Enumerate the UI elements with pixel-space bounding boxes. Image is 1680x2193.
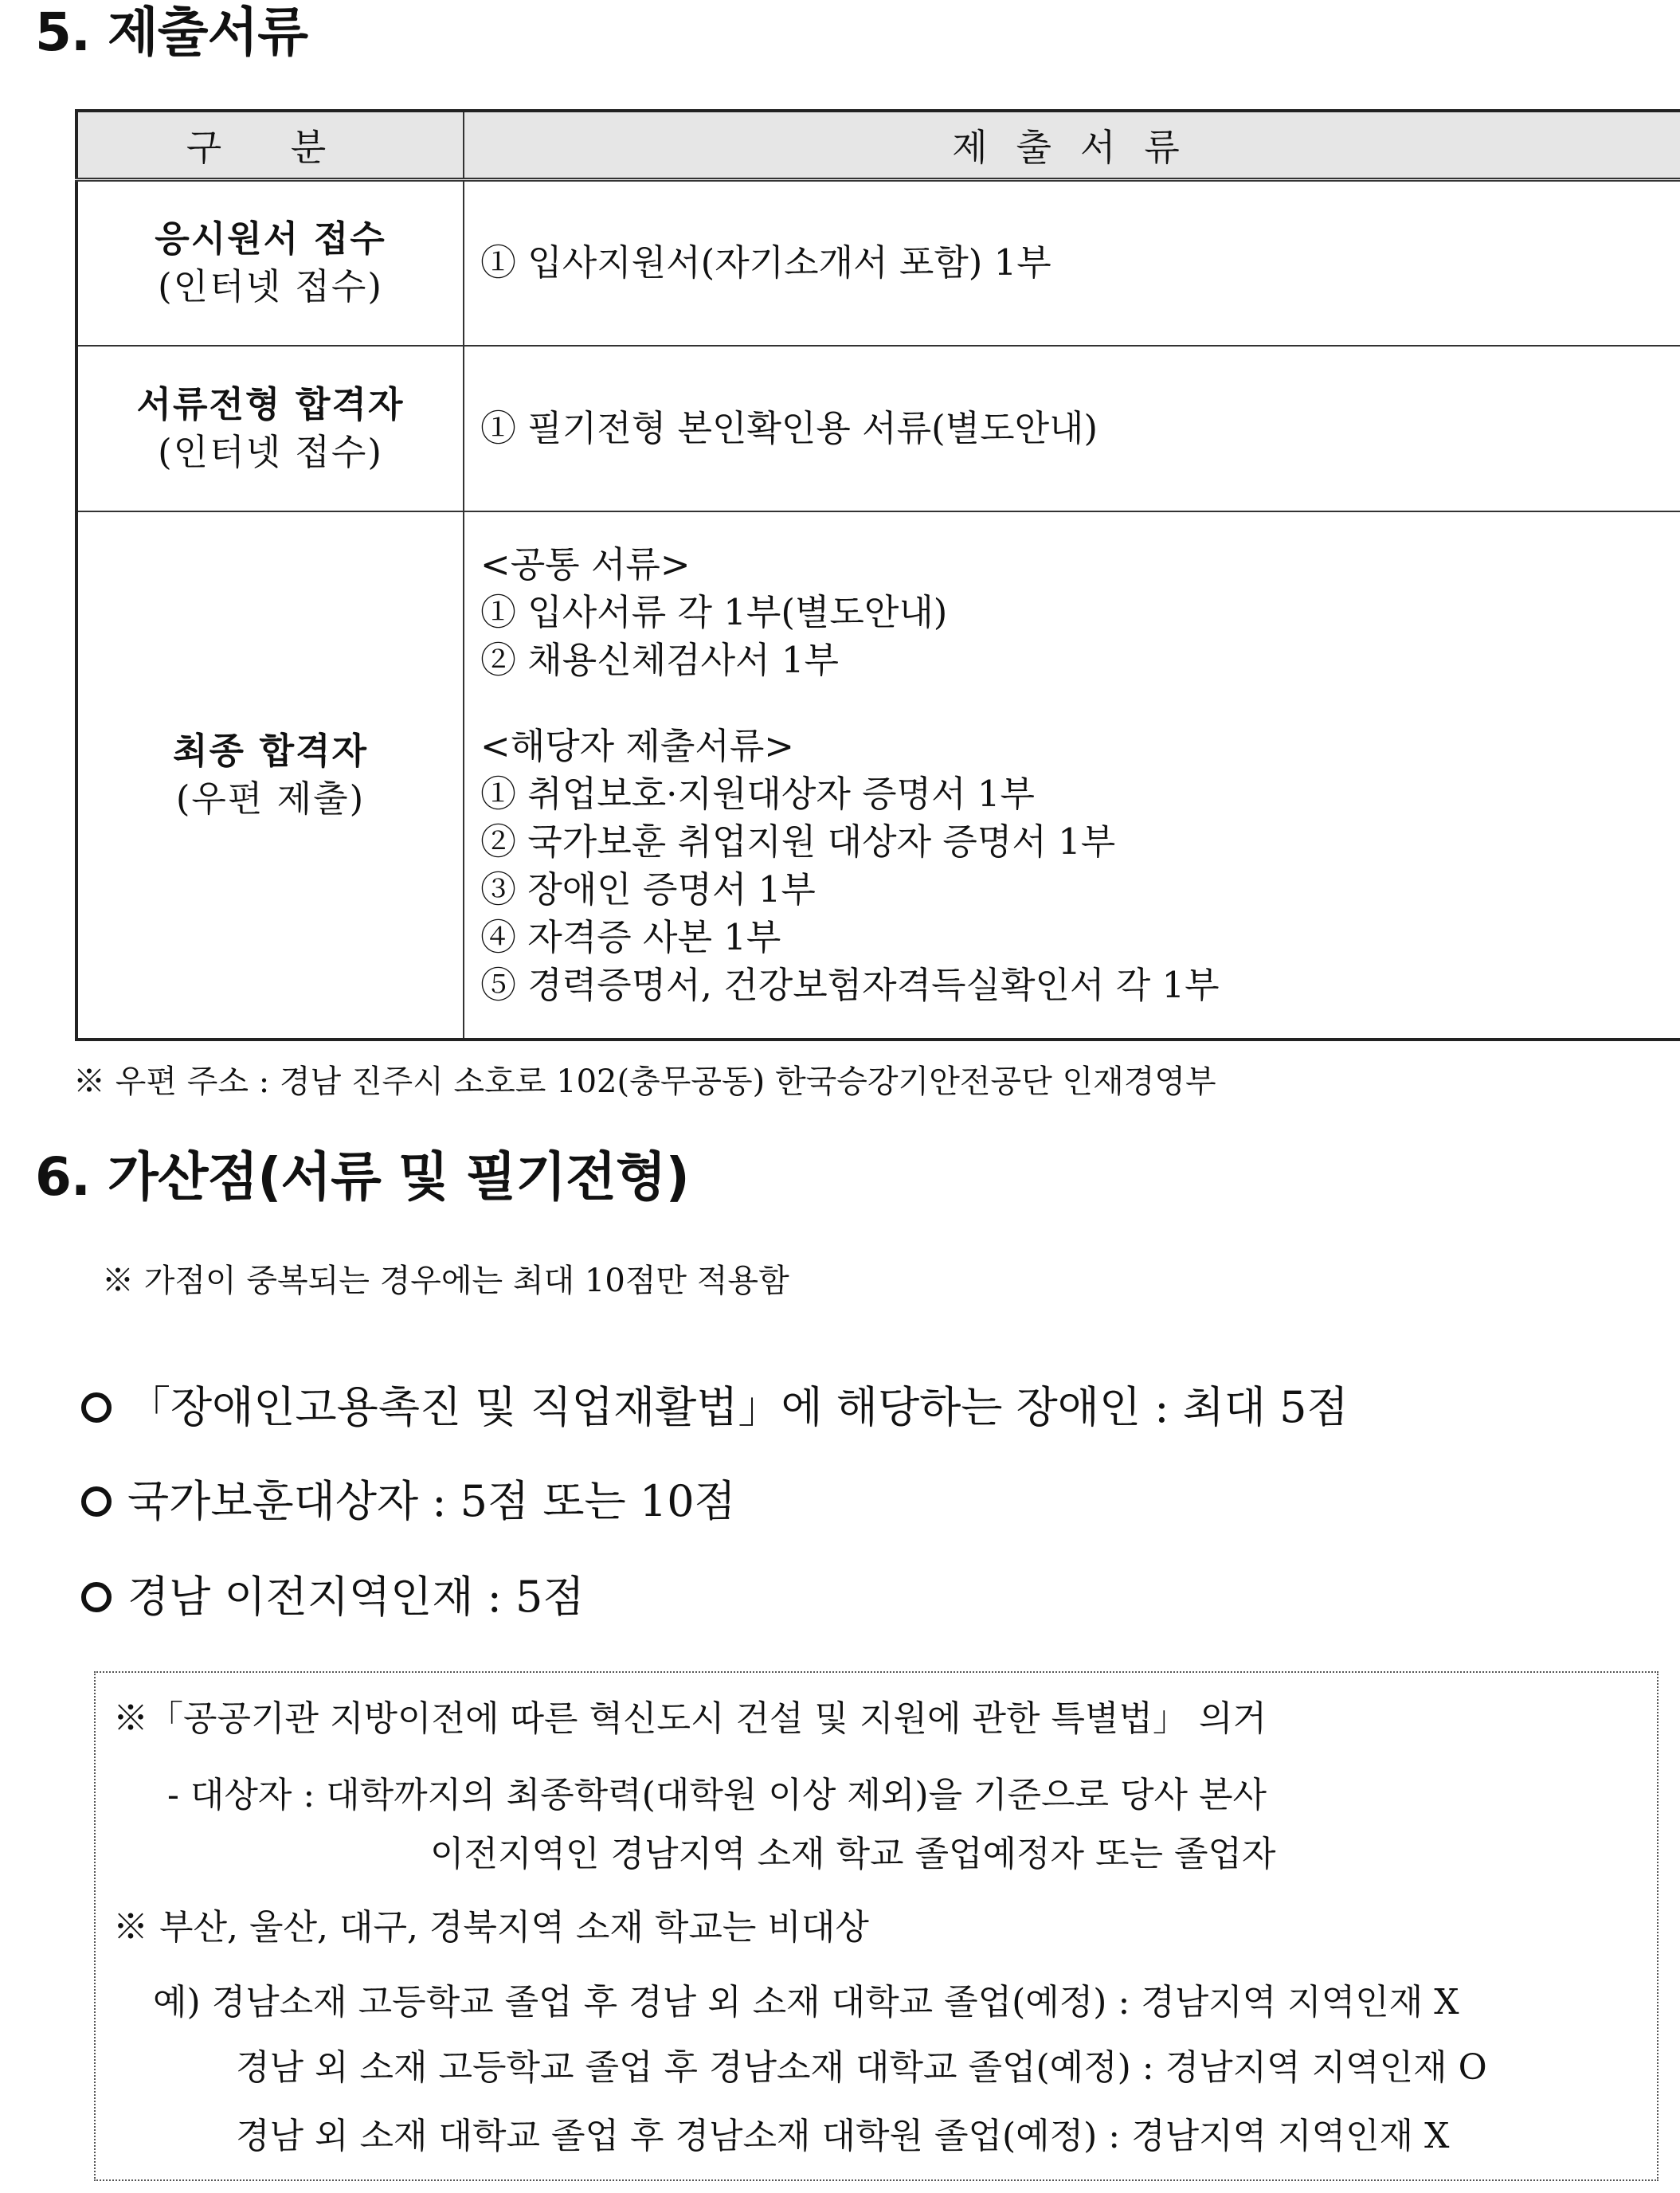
row-category	[76, 346, 464, 511]
circle-bullet-icon	[81, 1486, 112, 1517]
category-label: 서류전형 합격자	[136, 382, 405, 425]
local-talent-notice-box	[94, 1671, 1658, 2181]
row-documents	[464, 346, 1680, 511]
document-item: ③ 장애인 증명서 1부	[480, 867, 816, 910]
category-label: 응시원서 접수	[155, 217, 386, 260]
bonus-item-text: 경남 이전지역인재 : 5점	[127, 1572, 585, 1622]
row-documents	[464, 180, 1680, 346]
header-documents: 제출서류	[464, 111, 1680, 180]
spacer	[480, 684, 1680, 723]
law-reference: ※「공공기관 지방이전에 따른 혁신도시 건설 및 지원에 관한 특별법」 의거	[113, 1698, 1267, 1739]
bonus-item-text: 국가보훈대상자 : 5점 또는 10점	[127, 1476, 736, 1526]
target-criteria-line1: - 대상자 : 대학까지의 최종학력(대학원 이상 제외)을 기준으로 당사 본사	[167, 1775, 1267, 1815]
documents-table	[75, 109, 1680, 1041]
table-row	[76, 346, 1680, 511]
bonus-item-veterans	[81, 1476, 736, 1526]
row-documents	[464, 511, 1680, 1040]
bonus-item-text: 「장애인고용촉진 및 직업재활법」에 해당하는 장애인 : 최대 5점	[127, 1382, 1349, 1432]
category-sublabel: (우편 제출)	[175, 777, 366, 820]
bonus-item-local-talent	[81, 1572, 585, 1622]
header-category: 구 분	[76, 111, 464, 180]
common-docs-heading: <공통 서류>	[480, 542, 691, 585]
document-item: ① 취업보호·지원대상자 증명서 1부	[480, 772, 1035, 815]
row-category	[76, 511, 464, 1040]
document-item: ① 입사서류 각 1부(별도안내)	[480, 590, 948, 633]
specific-docs-heading: <해당자 제출서류>	[480, 724, 795, 767]
document-item: ④ 자격증 사본 1부	[480, 915, 781, 958]
circle-bullet-icon	[81, 1582, 112, 1612]
exclusion-note: ※ 부산, 울산, 대구, 경북지역 소재 학교는 비대상	[113, 1907, 869, 1948]
section-5-title: 5. 제출서류	[35, 2, 307, 63]
document-item: ⑤ 경력증명서, 건강보험자격득실확인서 각 1부	[480, 963, 1220, 1006]
category-sublabel: (인터넷 접수)	[158, 430, 383, 473]
document-item: ② 국가보훈 취업지원 대상자 증명서 1부	[480, 820, 1116, 863]
row-category	[76, 180, 464, 346]
postal-address-note: ※ 우편 주소 : 경남 진주시 소호로 102(충무공동) 한국승강기안전공단 인재경영부	[73, 1063, 1216, 1100]
target-criteria-line2: 이전지역인 경남지역 소재 학교 졸업예정자 또는 졸업자	[430, 1834, 1276, 1874]
bonus-item-disability	[81, 1382, 1349, 1432]
bonus-cap-note: ※ 가점이 중복되는 경우에는 최대 10점만 적용함	[102, 1263, 789, 1299]
example-line: 경남 외 소재 고등학교 졸업 후 경남소재 대학교 졸업(예정) : 경남지역 지역인재 O	[236, 2047, 1487, 2088]
document-item: ① 입사지원서(자기소개서 포함) 1부	[480, 241, 1051, 284]
document-item: ① 필기전형 본인확인용 서류(별도안내)	[480, 406, 1098, 449]
table-header-row	[76, 111, 1680, 180]
document-item: ② 채용신체검사서 1부	[480, 638, 839, 681]
category-sublabel: (인터넷 접수)	[158, 265, 383, 308]
section-6-title: 6. 가산점(서류 및 필기전형)	[35, 1146, 689, 1208]
table-row	[76, 180, 1680, 346]
example-line: 예) 경남소재 고등학교 졸업 후 경남 외 소재 대학교 졸업(예정) : 경남지역 지역인재 X	[153, 1982, 1459, 2023]
example-line: 경남 외 소재 대학교 졸업 후 경남소재 대학원 졸업(예정) : 경남지역 지역인재 X	[236, 2116, 1450, 2156]
category-label: 최종 합격자	[172, 729, 369, 772]
circle-bullet-icon	[81, 1392, 112, 1423]
table-row	[76, 511, 1680, 1040]
